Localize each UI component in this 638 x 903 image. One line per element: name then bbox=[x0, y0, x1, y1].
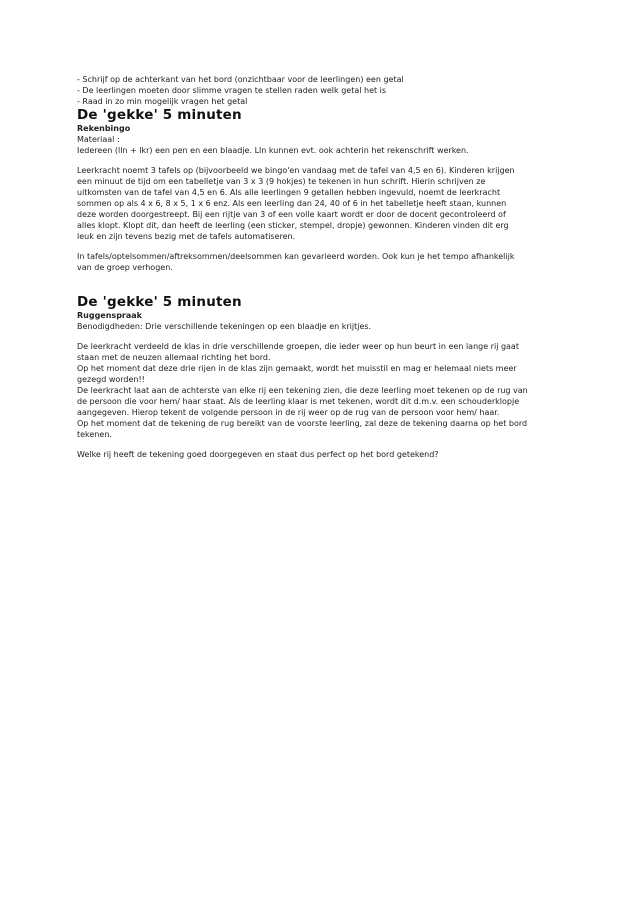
paragraph-line: deze worden doorgestreept. Bij een rijtje van 3 of een volle kaart wordt er door de docent gecontroleerd of bbox=[77, 210, 506, 219]
paragraph-line: een minuut de tijd om een tabelletje van 3 x 3 (9 hokjes) te tekenen in hun schrift. Hierin schrijven ze bbox=[77, 177, 486, 186]
section-ruggenspraak bbox=[77, 294, 567, 460]
section-rekenbingo bbox=[77, 107, 567, 273]
section-title: De 'gekke' 5 minuten bbox=[77, 107, 242, 123]
section-subtitle: Rekenbingo bbox=[77, 124, 131, 133]
paragraph-line: sommen op als 4 x 6, 8 x 5, 1 x 6 enz. Als een leerling dan 24, 40 of 6 in het tabelletje heeft staan, kunnen bbox=[77, 199, 507, 208]
paragraph-line: alles klopt. Klopt dit, dan heeft de leerling (een sticker, stempel, dropje) gewonnen. Kinderen vinden dit erg bbox=[77, 221, 509, 230]
question-line: Welke rij heeft de tekening goed doorgegeven en staat dus perfect op het bord getekend? bbox=[77, 450, 439, 459]
paragraph bbox=[77, 341, 567, 440]
paragraph-line: tekenen. bbox=[77, 430, 112, 439]
paragraph-line: Op het moment dat deze drie rijen in de klas zijn gemaakt, wordt het muisstil en mag er helemaal niets meer bbox=[77, 364, 517, 373]
intro-line: - Schrijf op de achterkant van het bord (onzichtbaar voor de leerlingen) een getal bbox=[77, 75, 404, 84]
intro-line: - Raad in zo min mogelijk vragen het getal bbox=[77, 97, 248, 106]
paragraph bbox=[77, 165, 567, 242]
section-subtitle: Ruggenspraak bbox=[77, 311, 142, 320]
paragraph-line: De leerkracht verdeeld de klas in drie verschillende groepen, die ieder weer op hun beurt in een lange rij gaat bbox=[77, 342, 519, 351]
paragraph bbox=[77, 251, 567, 273]
material-label: Materiaal : bbox=[77, 135, 120, 144]
intro-line: - De leerlingen moeten door slimme vragen te stellen raden welk getal het is bbox=[77, 86, 387, 95]
paragraph-line: gezegd worden!! bbox=[77, 375, 145, 384]
paragraph-line: staan met de neuzen allemaal richting het bord. bbox=[77, 353, 271, 362]
paragraph-line: aangegeven. Hierop tekent de volgende persoon in de rij weer op de rug van de persoon voor hem/ haar. bbox=[77, 408, 500, 417]
paragraph-line: de persoon die voor hem/ haar staat. Als de leerling klaar is met tekenen, wordt dit d.m.v. een schouderklopje bbox=[77, 397, 520, 406]
paragraph-line: uitkomsten van de tafel van 4,5 en 6. Als alle leerlingen 9 getallen hebben ingevuld, noemt de leerkracht bbox=[77, 188, 501, 197]
material-line: Iedereen (lln + lkr) een pen en een blaadje. Lln kunnen evt. ook achterin het rekenschrift werken. bbox=[77, 146, 469, 155]
paragraph-line: In tafels/optelsommen/aftreksommen/deelsommen kan gevarieerd worden. Ook kun je het tempo afhankelijk bbox=[77, 252, 515, 261]
document-page bbox=[77, 74, 567, 460]
paragraph-line: leuk en zijn tevens bezig met de tafels automatiseren. bbox=[77, 232, 296, 241]
needs-line: Benodigdheden: Drie verschillende tekeningen op een blaadje en krijtjes. bbox=[77, 322, 372, 331]
intro-list bbox=[77, 74, 567, 107]
paragraph-line: De leerkracht laat aan de achterste van elke rij een tekening zien, die deze leerling moet tekenen op de rug van bbox=[77, 386, 528, 395]
paragraph-line: Op het moment dat de tekening de rug bereikt van de voorste leerling, zal deze de tekening daarna op het bord bbox=[77, 419, 528, 428]
paragraph-line: van de groep verhogen. bbox=[77, 263, 173, 272]
section-title: De 'gekke' 5 minuten bbox=[77, 294, 242, 310]
paragraph-line: Leerkracht noemt 3 tafels op (bijvoorbeeld we bingo'en vandaag met de tafel van 4,5 en 6). Kinderen krijgen bbox=[77, 166, 515, 175]
